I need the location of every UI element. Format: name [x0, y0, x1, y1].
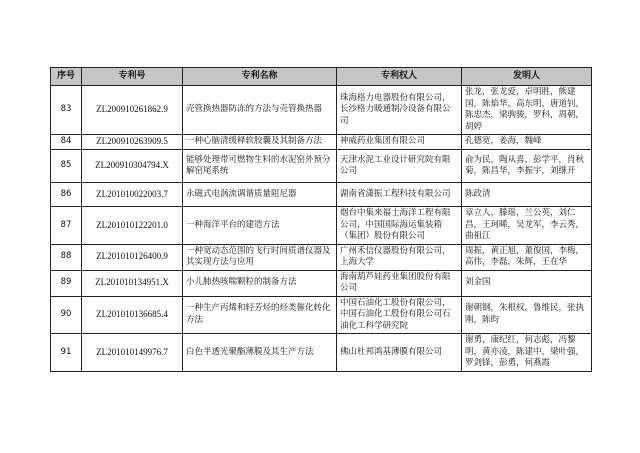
header-patent-no: 专利号: [82, 68, 183, 86]
row-patent-no: ZL201010122201.0: [82, 207, 183, 245]
row-patent-no: ZL200910304794.X: [82, 150, 183, 183]
row-patent-name: 一种生产丙烯和轻芳烃的烃类催化转化方法: [183, 296, 337, 334]
row-inventors: 谢勇，康纪红，何志彪，冯黎明，黄亦凌，陈建中，梁叶强，罗剑锋，彭勇，何燕霞: [462, 334, 592, 372]
table-row: [51, 244, 592, 270]
table-row: [51, 270, 592, 296]
row-seq: 87: [51, 207, 82, 245]
row-patentee: 佛山杜邦鸿基薄膜有限公司: [337, 334, 462, 372]
row-patent-name: 一种海洋平台的建造方法: [183, 207, 337, 245]
table-row: [51, 150, 592, 183]
row-seq: 84: [51, 135, 82, 150]
row-patentee: 天津水泥工业设计研究院有限公司: [337, 150, 462, 183]
row-patent-name: 壳管换热器防冻的方法与壳管换热器: [183, 86, 337, 135]
row-patent-no: ZL200910261862.9: [82, 86, 183, 135]
table-row: [51, 183, 592, 207]
row-seq: 88: [51, 244, 82, 270]
row-patent-name: 能够处理带可燃物生料的水泥窑外预分解窑尾系统: [183, 150, 337, 183]
row-inventors: 俞为民，陶从喜，彭学平，肖秋菊，陈昌华，李振宇，刘继开: [462, 150, 592, 183]
header-patentee: 专利权人: [337, 68, 462, 86]
row-patent-name: 一种心脑清缓释软胶囊及其制备方法: [183, 135, 337, 150]
header-seq: 序号: [51, 68, 82, 86]
patent-table-sheet: [50, 67, 591, 372]
row-seq: 83: [51, 86, 82, 135]
row-patent-no: ZL201010134951.X: [82, 270, 183, 296]
row-patentee: 神威药业集团有限公司: [337, 135, 462, 150]
row-patentee: 湖南省潇振工程科技有限公司: [337, 183, 462, 207]
table-row: [51, 334, 592, 372]
row-seq: 89: [51, 270, 82, 296]
row-patent-no: ZL201010136685.4: [82, 296, 183, 334]
row-patent-no: ZL200910263909.5: [82, 135, 183, 150]
row-patent-no: ZL201010149976.7: [82, 334, 183, 372]
row-patentee: 珠海格力电器股份有限公司，长沙格力暖通制冷设备有限公司: [337, 86, 462, 135]
row-inventors: 刘金国: [462, 270, 592, 296]
row-patentee: 中国石油化工股份有限公司，中国石油化工股份有限公司石油化工科学研究院: [337, 296, 462, 334]
row-patent-no: ZL201010022003.7: [82, 183, 183, 207]
header-patent-name: 专利名称: [183, 68, 337, 86]
row-patent-name: 小儿肺热咳喘颗粒的制备方法: [183, 270, 337, 296]
table-row: [51, 207, 592, 245]
row-patentee: 烟台中集来福士海洋工程有限公司，中国国际海运集装箱（集团）股份有限公司: [337, 207, 462, 245]
table-row: [51, 296, 592, 334]
patent-table: [50, 67, 592, 372]
row-inventors: 孔德宽，姜海，魏峰: [462, 135, 592, 150]
table-row: [51, 135, 592, 150]
row-patent-name: 一种宽动态范围的飞行时间质谱仪器及其实现方法与应用: [183, 244, 337, 270]
row-inventors: 章立人，滕瑶，兰公英，刘仁昌，王珂晞，吴龙军，李云秀，曲祖江: [462, 207, 592, 245]
row-seq: 86: [51, 183, 82, 207]
table-row: [51, 86, 592, 135]
row-patentee: 广州禾信仪器股份有限公司，上海大学: [337, 244, 462, 270]
row-patent-name: 永磁式电涡流调谐质量阻尼器: [183, 183, 337, 207]
row-patentee: 海南葫芦娃药业集团股份有限公司: [337, 270, 462, 296]
row-patent-name: 白色半透光聚酯薄膜及其生产方法: [183, 334, 337, 372]
row-inventors: 周振，黄正旭，董俊国，李梅，高伟，李磊，朱辉，王在华: [462, 244, 592, 270]
row-patent-no: ZL201010126400.9: [82, 244, 183, 270]
row-inventors: 张龙，张龙爱，卓明胜，熊建国，陈焰华，高东明，唐道钊，陈忠杰，梁驹骏，罗科，周朝，胡婷: [462, 86, 592, 135]
row-seq: 91: [51, 334, 82, 372]
header-inventors: 发明人: [462, 68, 592, 86]
row-inventors: 陈政清: [462, 183, 592, 207]
row-inventors: 谢朝钢，朱根权，鲁维民，张执刚，陈昀: [462, 296, 592, 334]
row-seq: 90: [51, 296, 82, 334]
header-row: [51, 68, 592, 86]
row-seq: 85: [51, 150, 82, 183]
